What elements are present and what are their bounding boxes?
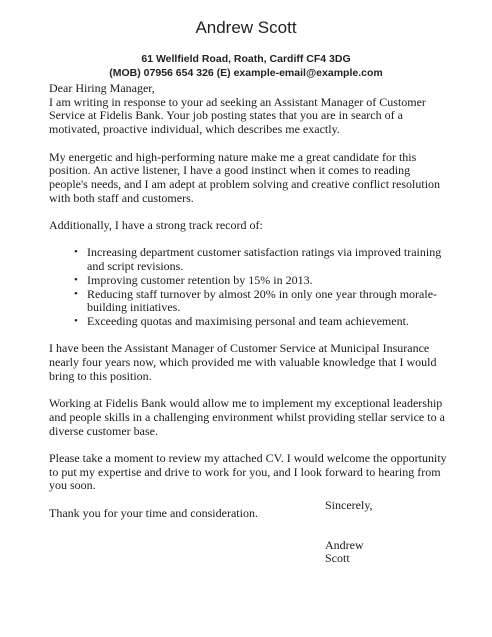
paragraph-thanks: Thank you for your time and consideration. bbox=[49, 505, 258, 520]
paragraph-motivation: Working at Fidelis Bank would allow me to implement my exceptional leadership and people skills in a challenging environment whilst providing stellar service to a diverse customer base. bbox=[49, 396, 445, 438]
list-item bbox=[74, 313, 449, 329]
bullet-icon: • bbox=[74, 246, 78, 259]
paragraph-call-to-action: Please take a moment to review my attached CV. I would welcome the opportunity to put my expertise and drive to work for you, and I look forward to hearing from you soon. bbox=[49, 450, 447, 493]
signature-first-name: Andrew bbox=[325, 538, 364, 552]
list-item-text: Increasing department customer satisfaction ratings via improved training and script revisions. bbox=[87, 245, 442, 274]
bullet-icon: • bbox=[74, 314, 78, 327]
list-item-text: Improving customer retention by 15% in 2013. bbox=[87, 272, 313, 287]
sender-contact: (MOB) 07956 654 326 (E) example-email@example.com bbox=[109, 67, 383, 79]
bullet-icon: • bbox=[74, 273, 78, 286]
list-item bbox=[74, 272, 449, 288]
bullet-icon: • bbox=[74, 287, 78, 300]
list-item bbox=[74, 286, 449, 315]
paragraph-intro: I am writing in response to your ad seeking an Assistant Manager of Customer Service at Fidelis Bank. Your job posting states that you are in search of a motivated, proactive individual, which describes me exactly. bbox=[49, 94, 426, 137]
sender-name: Andrew Scott bbox=[195, 18, 297, 37]
list-item bbox=[74, 245, 449, 274]
salutation: Dear Hiring Manager, bbox=[49, 81, 155, 95]
paragraph-experience: I have been the Assistant Manager of Customer Service at Municipal Insurance nearly four years now, which provided me with valuable knowledge that I would bring to this position. bbox=[49, 341, 437, 383]
paragraph-track-record: Additionally, I have a strong track record of: bbox=[49, 218, 263, 232]
signature-last-name: Scott bbox=[325, 551, 350, 565]
paragraph-qualities: My energetic and high-performing nature make me a great candidate for this position. An active listener, I have a good instinct when it comes to reading people's needs, and I am adept at problem solving and creative conflict resolution with both staff and customers. bbox=[49, 149, 441, 205]
sender-address: 61 Wellfield Road, Roath, Cardiff CF4 3DG bbox=[141, 53, 351, 65]
list-item-text: Reducing staff turnover by almost 20% in only one year through morale-building initiatives. bbox=[87, 286, 438, 315]
closing-sincerely: Sincerely, bbox=[325, 498, 373, 512]
achievement-list bbox=[49, 246, 449, 328]
letter-body bbox=[49, 82, 449, 534]
list-item-text: Exceeding quotas and maximising personal and team achievement. bbox=[87, 313, 409, 328]
